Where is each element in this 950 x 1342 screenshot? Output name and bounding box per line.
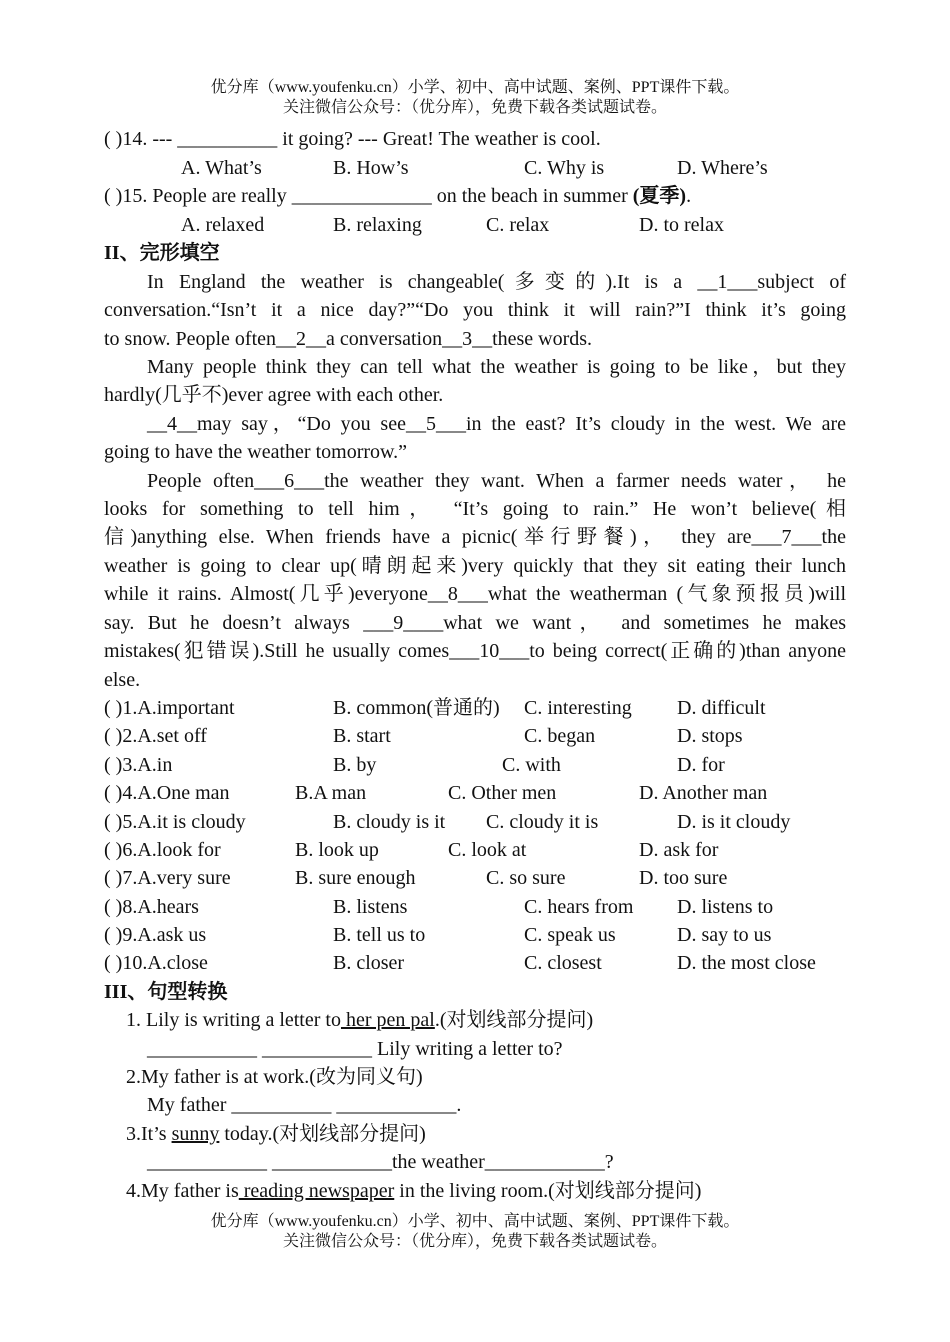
q15-stem-end: . (686, 185, 692, 207)
cloze-10-d: D. the most close (677, 952, 816, 974)
cloze-1-d: D. difficult (677, 697, 766, 719)
cloze-8-b: B. listens (333, 896, 408, 918)
q15-option-a: A. relaxed (181, 214, 265, 236)
q14-option-b: B. How’s (333, 157, 409, 179)
s4-underlined: reading newspaper (238, 1180, 395, 1202)
cloze-7-a: ( )7.A.very sure (104, 867, 231, 889)
s3-instruction: today.(对划线部分提问) (219, 1123, 426, 1145)
cloze-9-a: ( )9.A.ask us (104, 924, 207, 946)
cloze-3-d: D. for (677, 754, 725, 776)
passage-line-7: going to have the weather tomorrow.” (104, 441, 408, 463)
cloze-2-b: B. start (333, 725, 391, 747)
cloze-9-c: C. speak us (524, 924, 616, 946)
s4-instruction: in the living room.(对划线部分提问) (394, 1180, 702, 1202)
passage-line-13: say. But he doesn’t always ___9____what we want， and sometimes he makes (104, 612, 846, 634)
header-line-1: 优分库（www.youfenku.cn）小学、初中、高中试题、案例、PPT课件下载。 (210, 79, 740, 96)
passage-line-14: mistakes(犯错误).Still he usually comes___10___to being correct(正确的)than anyone (104, 640, 846, 662)
q14-option-c: C. Why is (524, 157, 605, 179)
cloze-4-d: D. Another man (639, 782, 768, 804)
sentence-3-answer: ____________ ____________the weather____________? (147, 1151, 614, 1173)
passage-line-12: while it rains. Almost(几乎)everyone__8___what the weatherman (气象预报员)will (104, 583, 846, 605)
s3-underlined: sunny (171, 1123, 220, 1145)
sentence-2: 2.My father is at work.(改为同义句) (126, 1066, 423, 1088)
cloze-5-c: C. cloudy it is (486, 811, 599, 833)
cloze-6-d: D. ask for (639, 839, 719, 861)
q15-option-c: C. relax (486, 214, 550, 236)
s1-text: 1. Lily is writing a letter to (126, 1009, 341, 1031)
cloze-7-d: D. too sure (639, 867, 728, 889)
cloze-4-b: B.A man (295, 782, 367, 804)
cloze-7-c: C. so sure (486, 867, 566, 889)
question-15-stem (104, 183, 691, 209)
passage-line-5: hardly(几乎不)ever agree with each other. (104, 384, 444, 406)
s1-underlined: her pen pal (340, 1009, 435, 1031)
footer-line-2: 关注微信公众号：（优分库），免费下载各类试题试卷。 (282, 1233, 667, 1250)
cloze-2-d: D. stops (677, 725, 743, 747)
cloze-8-d: D. listens to (677, 896, 774, 918)
cloze-1-a: ( )1.A.important (104, 697, 235, 719)
cloze-8-a: ( )8.A.hears (104, 896, 199, 918)
passage-line-10: 信)anything else. When friends have a picnic(举行野餐)， they are___7___the (104, 526, 846, 548)
cloze-10-c: C. closest (524, 952, 602, 974)
footer-line-1: 优分库（www.youfenku.cn）小学、初中、高中试题、案例、PPT课件下载。 (210, 1213, 740, 1230)
s1-instruction: .(对划线部分提问) (434, 1009, 594, 1031)
cloze-1-b: B. common(普通的) (333, 697, 500, 719)
sentence-1 (126, 1007, 593, 1033)
cloze-4-a: ( )4.A.One man (104, 782, 230, 804)
passage-line-3: to snow. People often__2__a conversation__3__these words. (104, 328, 593, 350)
cloze-2-a: ( )2.A.set off (104, 725, 207, 747)
passage-line-6: __4__may say，“Do you see__5___in the east? It’s cloudy in the west. We are (147, 413, 846, 435)
q14-option-d: D. Where’s (677, 157, 768, 179)
cloze-3-c: C. with (502, 754, 561, 776)
cloze-5-b: B. cloudy is it (333, 811, 446, 833)
cloze-10-a: ( )10.A.close (104, 952, 208, 974)
cloze-6-a: ( )6.A.look for (104, 839, 221, 861)
q15-stem-bold: (夏季) (632, 185, 687, 207)
cloze-9-d: D. say to us (677, 924, 772, 946)
cloze-1-c: C. interesting (524, 697, 632, 719)
cloze-6-b: B. look up (295, 839, 379, 861)
cloze-3-a: ( )3.A.in (104, 754, 173, 776)
cloze-8-c: C. hears from (524, 896, 634, 918)
passage-line-8: People often___6___the weather they want. When a farmer needs water， he (147, 470, 846, 492)
cloze-5-a: ( )5.A.it is cloudy (104, 811, 246, 833)
q15-stem-text: ( )15. People are really ______________ on the beach in summer (104, 185, 633, 207)
section-2-title: II、完形填空 (104, 242, 220, 264)
s4-text: 4.My father is (126, 1180, 239, 1202)
cloze-2-c: C. began (524, 725, 596, 747)
passage-line-11: weather is going to clear up(晴朗起来)very quickly that they sit eating their lunch (104, 555, 846, 577)
question-14-stem: ( )14. --- __________ it going? --- Great! The weather is cool. (104, 128, 601, 150)
cloze-5-d: D. is it cloudy (677, 811, 791, 833)
passage-line-4: Many people think they can tell what the weather is going to be like，but they (147, 356, 846, 378)
cloze-7-b: B. sure enough (295, 867, 416, 889)
cloze-10-b: B. closer (333, 952, 405, 974)
sentence-3 (126, 1121, 426, 1147)
page-header (0, 78, 950, 118)
sentence-4 (126, 1178, 701, 1204)
sentence-1-answer: ___________ ___________ Lily writing a letter to? (147, 1038, 563, 1060)
passage-line-15: else. (104, 669, 141, 691)
q15-option-d: D. to relax (639, 214, 724, 236)
cloze-6-c: C. look at (448, 839, 527, 861)
q15-option-b: B. relaxing (333, 214, 422, 236)
header-line-2: 关注微信公众号：（优分库），免费下载各类试题试卷。 (282, 99, 667, 116)
s3-text: 3.It’s (126, 1123, 172, 1145)
passage-line-1: In England the weather is changeable(多变的).It is a __1___subject of (147, 271, 846, 293)
sentence-2-answer: My father __________ ____________. (147, 1094, 462, 1116)
cloze-9-b: B. tell us to (333, 924, 426, 946)
page-footer (0, 1212, 950, 1252)
section-3-title: III、句型转换 (104, 981, 228, 1003)
passage-line-9: looks for something to tell him， “It’s going to rain.” He won’t believe(相 (104, 498, 846, 520)
cloze-3-b: B. by (333, 754, 377, 776)
q14-option-a: A. What’s (181, 157, 262, 179)
passage-line-2: conversation.“Isn’t it a nice day?”“Do you think it will rain?”I think it’s going (104, 299, 846, 321)
cloze-4-c: C. Other men (448, 782, 557, 804)
